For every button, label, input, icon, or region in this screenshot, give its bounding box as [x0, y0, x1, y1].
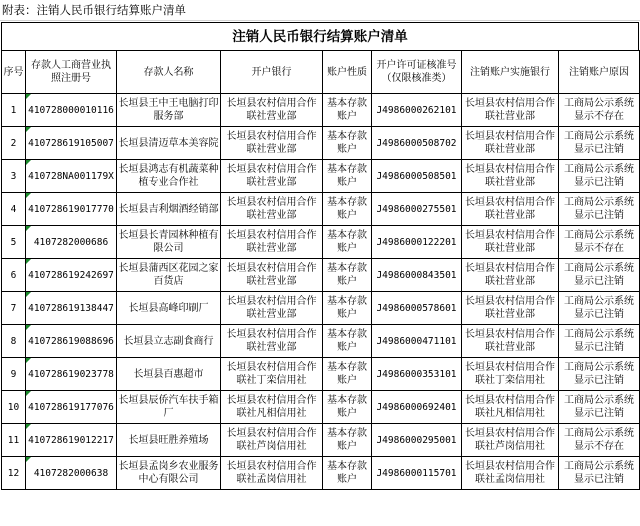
- opening-bank-cell: 长垣县农村信用合作联社营业部: [221, 325, 323, 358]
- registration-number-cell: [26, 259, 117, 292]
- permit-number-cell: J4986000295001: [372, 424, 462, 457]
- depositor-name-cell: 长垣县立志副食商行: [117, 325, 221, 358]
- col-header-account-type: 账户性质: [323, 51, 372, 94]
- registration-number-cell: [26, 391, 117, 424]
- row-index-cell: 3: [2, 160, 26, 193]
- registration-number-cell: [26, 292, 117, 325]
- account-type-cell: 基本存款账户: [323, 325, 372, 358]
- table-row: [2, 127, 640, 160]
- closing-reason-cell: 工商局公示系统显示已注销: [559, 325, 640, 358]
- registration-number-text: 4107282000638: [33, 467, 109, 479]
- table-row: [2, 424, 640, 457]
- row-index-cell: 2: [2, 127, 26, 160]
- closing-reason-cell: 工商局公示系统显示不存在: [559, 424, 640, 457]
- closing-reason-cell: 工商局公示系统显示已注销: [559, 358, 640, 391]
- permit-number-cell: J4986000578601: [372, 292, 462, 325]
- table-row: [2, 358, 640, 391]
- closing-reason-cell: 工商局公示系统显示已注销: [559, 193, 640, 226]
- closing-bank-cell: 长垣县农村信用合作联社凡相信用社: [462, 391, 559, 424]
- opening-bank-cell: 长垣县农村信用合作联社营业部: [221, 193, 323, 226]
- depositor-name-cell: 长垣县王中王电脑打印服务部: [117, 94, 221, 127]
- row-index-cell: 1: [2, 94, 26, 127]
- attachment-caption: 附表：注销人民币银行结算账户清单: [0, 0, 640, 21]
- registration-number-cell: [26, 160, 117, 193]
- account-type-cell: 基本存款账户: [323, 160, 372, 193]
- permit-number-cell: J4986000508501: [372, 160, 462, 193]
- closing-bank-cell: 长垣县农村信用合作联社营业部: [462, 325, 559, 358]
- depositor-name-cell: 长垣县吉利烟酒经销部: [117, 193, 221, 226]
- account-type-cell: 基本存款账户: [323, 226, 372, 259]
- row-index-cell: 9: [2, 358, 26, 391]
- account-list-sheet: [0, 22, 640, 490]
- row-index-cell: 10: [2, 391, 26, 424]
- account-type-cell: 基本存款账户: [323, 292, 372, 325]
- closing-bank-cell: 长垣县农村信用合作联社芦岗信用社: [462, 424, 559, 457]
- registration-number-text: 410728619242697: [28, 269, 114, 281]
- account-type-cell: 基本存款账户: [323, 259, 372, 292]
- cell-marker-icon: [26, 94, 31, 99]
- registration-number-cell: [26, 193, 117, 226]
- closing-bank-cell: 长垣县农村信用合作联社营业部: [462, 94, 559, 127]
- account-type-cell: 基本存款账户: [323, 127, 372, 160]
- depositor-name-cell: 长垣县蒲西区花园之家百货店: [117, 259, 221, 292]
- depositor-name-cell: 长垣县长青园林种植有限公司: [117, 226, 221, 259]
- opening-bank-cell: 长垣县农村信用合作联社凡相信用社: [221, 391, 323, 424]
- cell-marker-icon: [26, 457, 31, 462]
- col-header-index: 序号: [2, 51, 26, 94]
- registration-number-text: 410728619017770: [28, 203, 114, 215]
- permit-number-cell: J4986000692401: [372, 391, 462, 424]
- col-header-bank: 开户银行: [221, 51, 323, 94]
- closing-reason-cell: 工商局公示系统显示不存在: [559, 226, 640, 259]
- opening-bank-cell: 长垣县农村信用合作联社孟岗信用社: [221, 457, 323, 490]
- opening-bank-cell: 长垣县农村信用合作联社营业部: [221, 259, 323, 292]
- cell-marker-icon: [26, 226, 31, 231]
- permit-number-cell: J4986000843501: [372, 259, 462, 292]
- registration-number-cell: [26, 457, 117, 490]
- cell-marker-icon: [26, 127, 31, 132]
- cell-marker-icon: [26, 160, 31, 165]
- cell-marker-icon: [26, 193, 31, 198]
- registration-number-cell: [26, 127, 117, 160]
- depositor-name-cell: 长垣县孟岗乡农业服务中心有限公司: [117, 457, 221, 490]
- depositor-name-cell: 长垣县清迈草本美容院: [117, 127, 221, 160]
- opening-bank-cell: 长垣县农村信用合作联社营业部: [221, 94, 323, 127]
- closing-reason-cell: 工商局公示系统显示已注销: [559, 391, 640, 424]
- closing-reason-cell: 工商局公示系统显示已注销: [559, 292, 640, 325]
- closing-bank-cell: 长垣县农村信用合作联社丁栾信用社: [462, 358, 559, 391]
- registration-number-cell: [26, 325, 117, 358]
- registration-number-text: 410728NA001179X: [28, 170, 114, 182]
- cell-marker-icon: [26, 292, 31, 297]
- account-type-cell: 基本存款账户: [323, 457, 372, 490]
- opening-bank-cell: 长垣县农村信用合作联社丁栾信用社: [221, 358, 323, 391]
- closing-bank-cell: 长垣县农村信用合作联社营业部: [462, 127, 559, 160]
- permit-number-cell: J4986000471101: [372, 325, 462, 358]
- row-index-cell: 5: [2, 226, 26, 259]
- cell-marker-icon: [26, 259, 31, 264]
- account-type-cell: 基本存款账户: [323, 358, 372, 391]
- table-row: [2, 292, 640, 325]
- table-row: [2, 457, 640, 490]
- account-type-cell: 基本存款账户: [323, 193, 372, 226]
- registration-number-cell: [26, 226, 117, 259]
- row-index-cell: 8: [2, 325, 26, 358]
- registration-number-text: 4107282000686: [33, 236, 109, 248]
- row-index-cell: 6: [2, 259, 26, 292]
- permit-number-cell: J4986000275501: [372, 193, 462, 226]
- col-header-depositor: 存款人名称: [117, 51, 221, 94]
- account-type-cell: 基本存款账户: [323, 94, 372, 127]
- table-row: [2, 160, 640, 193]
- opening-bank-cell: 长垣县农村信用合作联社营业部: [221, 292, 323, 325]
- col-header-reason: 注销账户原因: [559, 51, 640, 94]
- permit-number-cell: J4986000122201: [372, 226, 462, 259]
- depositor-name-cell: 长垣县高峰印刷厂: [117, 292, 221, 325]
- opening-bank-cell: 长垣县农村信用合作联社营业部: [221, 127, 323, 160]
- row-index-cell: 11: [2, 424, 26, 457]
- registration-number-text: 410728000010116: [28, 104, 114, 116]
- closing-bank-cell: 长垣县农村信用合作联社营业部: [462, 193, 559, 226]
- permit-number-cell: J4986000262101: [372, 94, 462, 127]
- registration-number-text: 410728619012217: [28, 434, 114, 446]
- permit-number-cell: J4986000353101: [372, 358, 462, 391]
- registration-number-text: 410728619023778: [28, 368, 114, 380]
- col-header-permit: 开户许可证核准号（仅限核准类）: [372, 51, 462, 94]
- registration-number-cell: [26, 358, 117, 391]
- registration-number-text: 410728619088696: [28, 335, 114, 347]
- col-header-registration: 存款人工商营业执照注册号: [26, 51, 117, 94]
- closed-accounts-table: [1, 50, 640, 490]
- depositor-name-cell: 长垣县辰侨汽车扶手箱厂: [117, 391, 221, 424]
- closing-bank-cell: 长垣县农村信用合作联社营业部: [462, 259, 559, 292]
- table-row: [2, 325, 640, 358]
- closing-reason-cell: 工商局公示系统显示已注销: [559, 160, 640, 193]
- closing-bank-cell: 长垣县农村信用合作联社营业部: [462, 160, 559, 193]
- cell-marker-icon: [26, 325, 31, 330]
- closing-reason-cell: 工商局公示系统显示已注销: [559, 127, 640, 160]
- registration-number-text: 410728619177076: [28, 401, 114, 413]
- registration-number-cell: [26, 424, 117, 457]
- table-body: [2, 94, 640, 490]
- row-index-cell: 12: [2, 457, 26, 490]
- depositor-name-cell: 长垣县旺胜养殖场: [117, 424, 221, 457]
- closing-reason-cell: 工商局公示系统显示已注销: [559, 259, 640, 292]
- permit-number-cell: J4986000115701: [372, 457, 462, 490]
- closing-reason-cell: 工商局公示系统显示已注销: [559, 457, 640, 490]
- account-type-cell: 基本存款账户: [323, 391, 372, 424]
- opening-bank-cell: 长垣县农村信用合作联社芦岗信用社: [221, 424, 323, 457]
- permit-number-cell: J4986000508702: [372, 127, 462, 160]
- opening-bank-cell: 长垣县农村信用合作联社营业部: [221, 226, 323, 259]
- header-row: [2, 51, 640, 94]
- cell-marker-icon: [26, 391, 31, 396]
- cell-marker-icon: [26, 424, 31, 429]
- closing-bank-cell: 长垣县农村信用合作联社营业部: [462, 292, 559, 325]
- account-type-cell: 基本存款账户: [323, 424, 372, 457]
- table-title: 注销人民币银行结算账户清单: [1, 22, 639, 50]
- closing-bank-cell: 长垣县农村信用合作联社营业部: [462, 226, 559, 259]
- table-row: [2, 193, 640, 226]
- table-row: [2, 259, 640, 292]
- registration-number-cell: [26, 94, 117, 127]
- row-index-cell: 7: [2, 292, 26, 325]
- table-row: [2, 226, 640, 259]
- table-row: [2, 391, 640, 424]
- col-header-closing-bank: 注销账户实施银行: [462, 51, 559, 94]
- opening-bank-cell: 长垣县农村信用合作联社营业部: [221, 160, 323, 193]
- closing-reason-cell: 工商局公示系统显示不存在: [559, 94, 640, 127]
- registration-number-text: 410728619138447: [28, 302, 114, 314]
- depositor-name-cell: 长垣县百惠超市: [117, 358, 221, 391]
- closing-bank-cell: 长垣县农村信用合作联社孟岗信用社: [462, 457, 559, 490]
- row-index-cell: 4: [2, 193, 26, 226]
- cell-marker-icon: [26, 358, 31, 363]
- registration-number-text: 410728619105007: [28, 137, 114, 149]
- depositor-name-cell: 长垣县鸿志有机蔬菜种植专业合作社: [117, 160, 221, 193]
- table-row: [2, 94, 640, 127]
